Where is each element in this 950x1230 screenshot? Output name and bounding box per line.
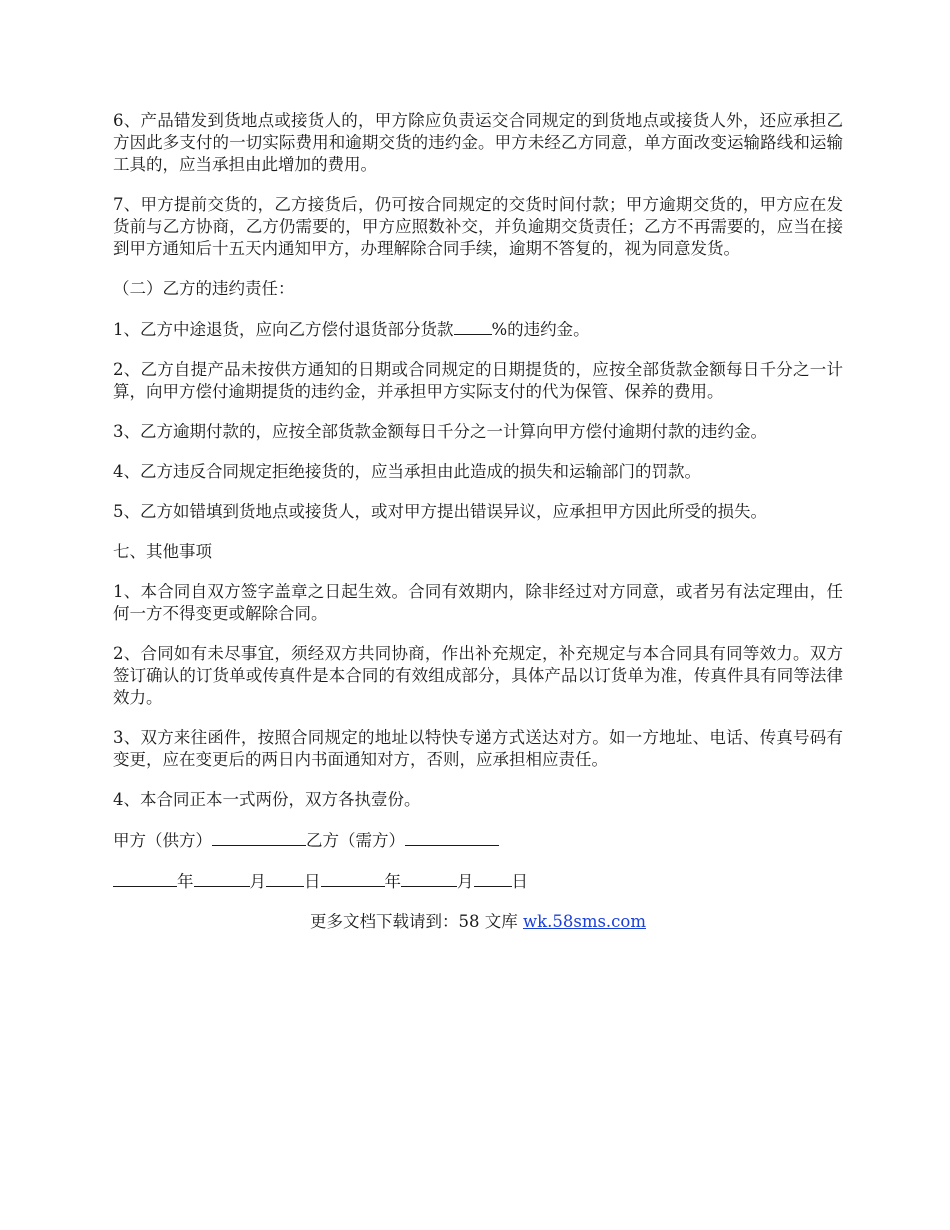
year-blank-a (113, 870, 177, 887)
section-heading-party-b-liability: （二）乙方的违约责任： (113, 279, 295, 298)
day-label-b: 日 (511, 872, 528, 891)
party-b-blank (405, 829, 499, 846)
day-label-a: 日 (304, 872, 321, 891)
month-label-b: 月 (457, 872, 474, 891)
year-blank-b (321, 870, 385, 887)
date-line (113, 870, 843, 893)
document-body (113, 110, 843, 933)
paragraph-b1 (113, 318, 843, 341)
footer-link[interactable]: wk.58sms.com (522, 912, 646, 931)
footer-text: 更多文档下载请到：58 文库 (309, 912, 523, 931)
day-blank-b (474, 870, 512, 887)
paragraph-b3: 3、乙方逾期付款的，应按全部货款金额每日千分之一计算向甲方偿付逾期付款的违约金。 (113, 422, 767, 441)
party-a-blank (212, 829, 306, 846)
signature-line (113, 829, 843, 852)
section-heading-other-matters: 七、其他事项 (113, 542, 212, 561)
percent-blank (454, 318, 492, 335)
footer (113, 911, 843, 933)
month-label-a: 月 (249, 872, 266, 891)
paragraph-o3: 3、双方来往函件，按照合同规定的地址以特快专递方式送达对方。如一方地址、电话、传真号码有变更，应在变更后的两日内书面通知对方，否则，应承担相应责任。 (113, 728, 843, 769)
year-label-a: 年 (177, 872, 194, 891)
paragraph-b4: 4、乙方违反合同规定拒绝接货的，应当承担由此造成的损失和运输部门的罚款。 (113, 462, 701, 481)
paragraph-o1: 1、本合同自双方签字盖章之日起生效。合同有效期内，除非经过对方同意，或者另有法定理由，任何一方不得变更或解除合同。 (113, 582, 843, 623)
day-blank-a (266, 870, 304, 887)
paragraph-6: 6、产品错发到货地点或接货人的，甲方除应负责运交合同规定的到货地点或接货人外，还应承担乙方因此多支付的一切实际费用和逾期交货的违约金。甲方未经乙方同意，单方面改变运输路线和运输工具的，应当承担由此增加的费用。 (113, 111, 843, 174)
paragraph-b5: 5、乙方如错填到货地点或接货人，或对甲方提出错误异议，应承担甲方因此所受的损失。 (113, 502, 767, 521)
month-blank-b (401, 870, 457, 887)
paragraph-o2: 2、合同如有未尽事宜，须经双方共同协商，作出补充规定，补充规定与本合同具有同等效力。双方签订确认的订货单或传真件是本合同的有效组成部分，具体产品以订货单为准，传真件具有同等法律效力。 (113, 644, 843, 707)
paragraph-7: 7、甲方提前交货的，乙方接货后，仍可按合同规定的交货时间付款；甲方逾期交货的，甲方应在发货前与乙方协商，乙方仍需要的，甲方应照数补交，并负逾期交货责任；乙方不再需要的，应当在接到甲方通知后十五天内通知甲方，办理解除合同手续，逾期不答复的，视为同意发货。 (113, 195, 843, 258)
party-b-label: 乙方（需方） (306, 831, 405, 850)
party-a-label: 甲方（供方） (113, 831, 212, 850)
paragraph-o4: 4、本合同正本一式两份，双方各执壹份。 (113, 790, 421, 809)
paragraph-b2: 2、乙方自提产品未按供方通知的日期或合同规定的日期提货的，应按全部货款金额每日千分之一计算，向甲方偿付逾期提货的违约金，并承担甲方实际支付的代为保管、保养的费用。 (113, 360, 843, 401)
paragraph-b1-before: 1、乙方中途退货，应向乙方偿付退货部分货款 (113, 320, 454, 339)
paragraph-b1-after: %的违约金。 (491, 320, 590, 339)
month-blank-a (194, 870, 250, 887)
year-label-b: 年 (384, 872, 401, 891)
